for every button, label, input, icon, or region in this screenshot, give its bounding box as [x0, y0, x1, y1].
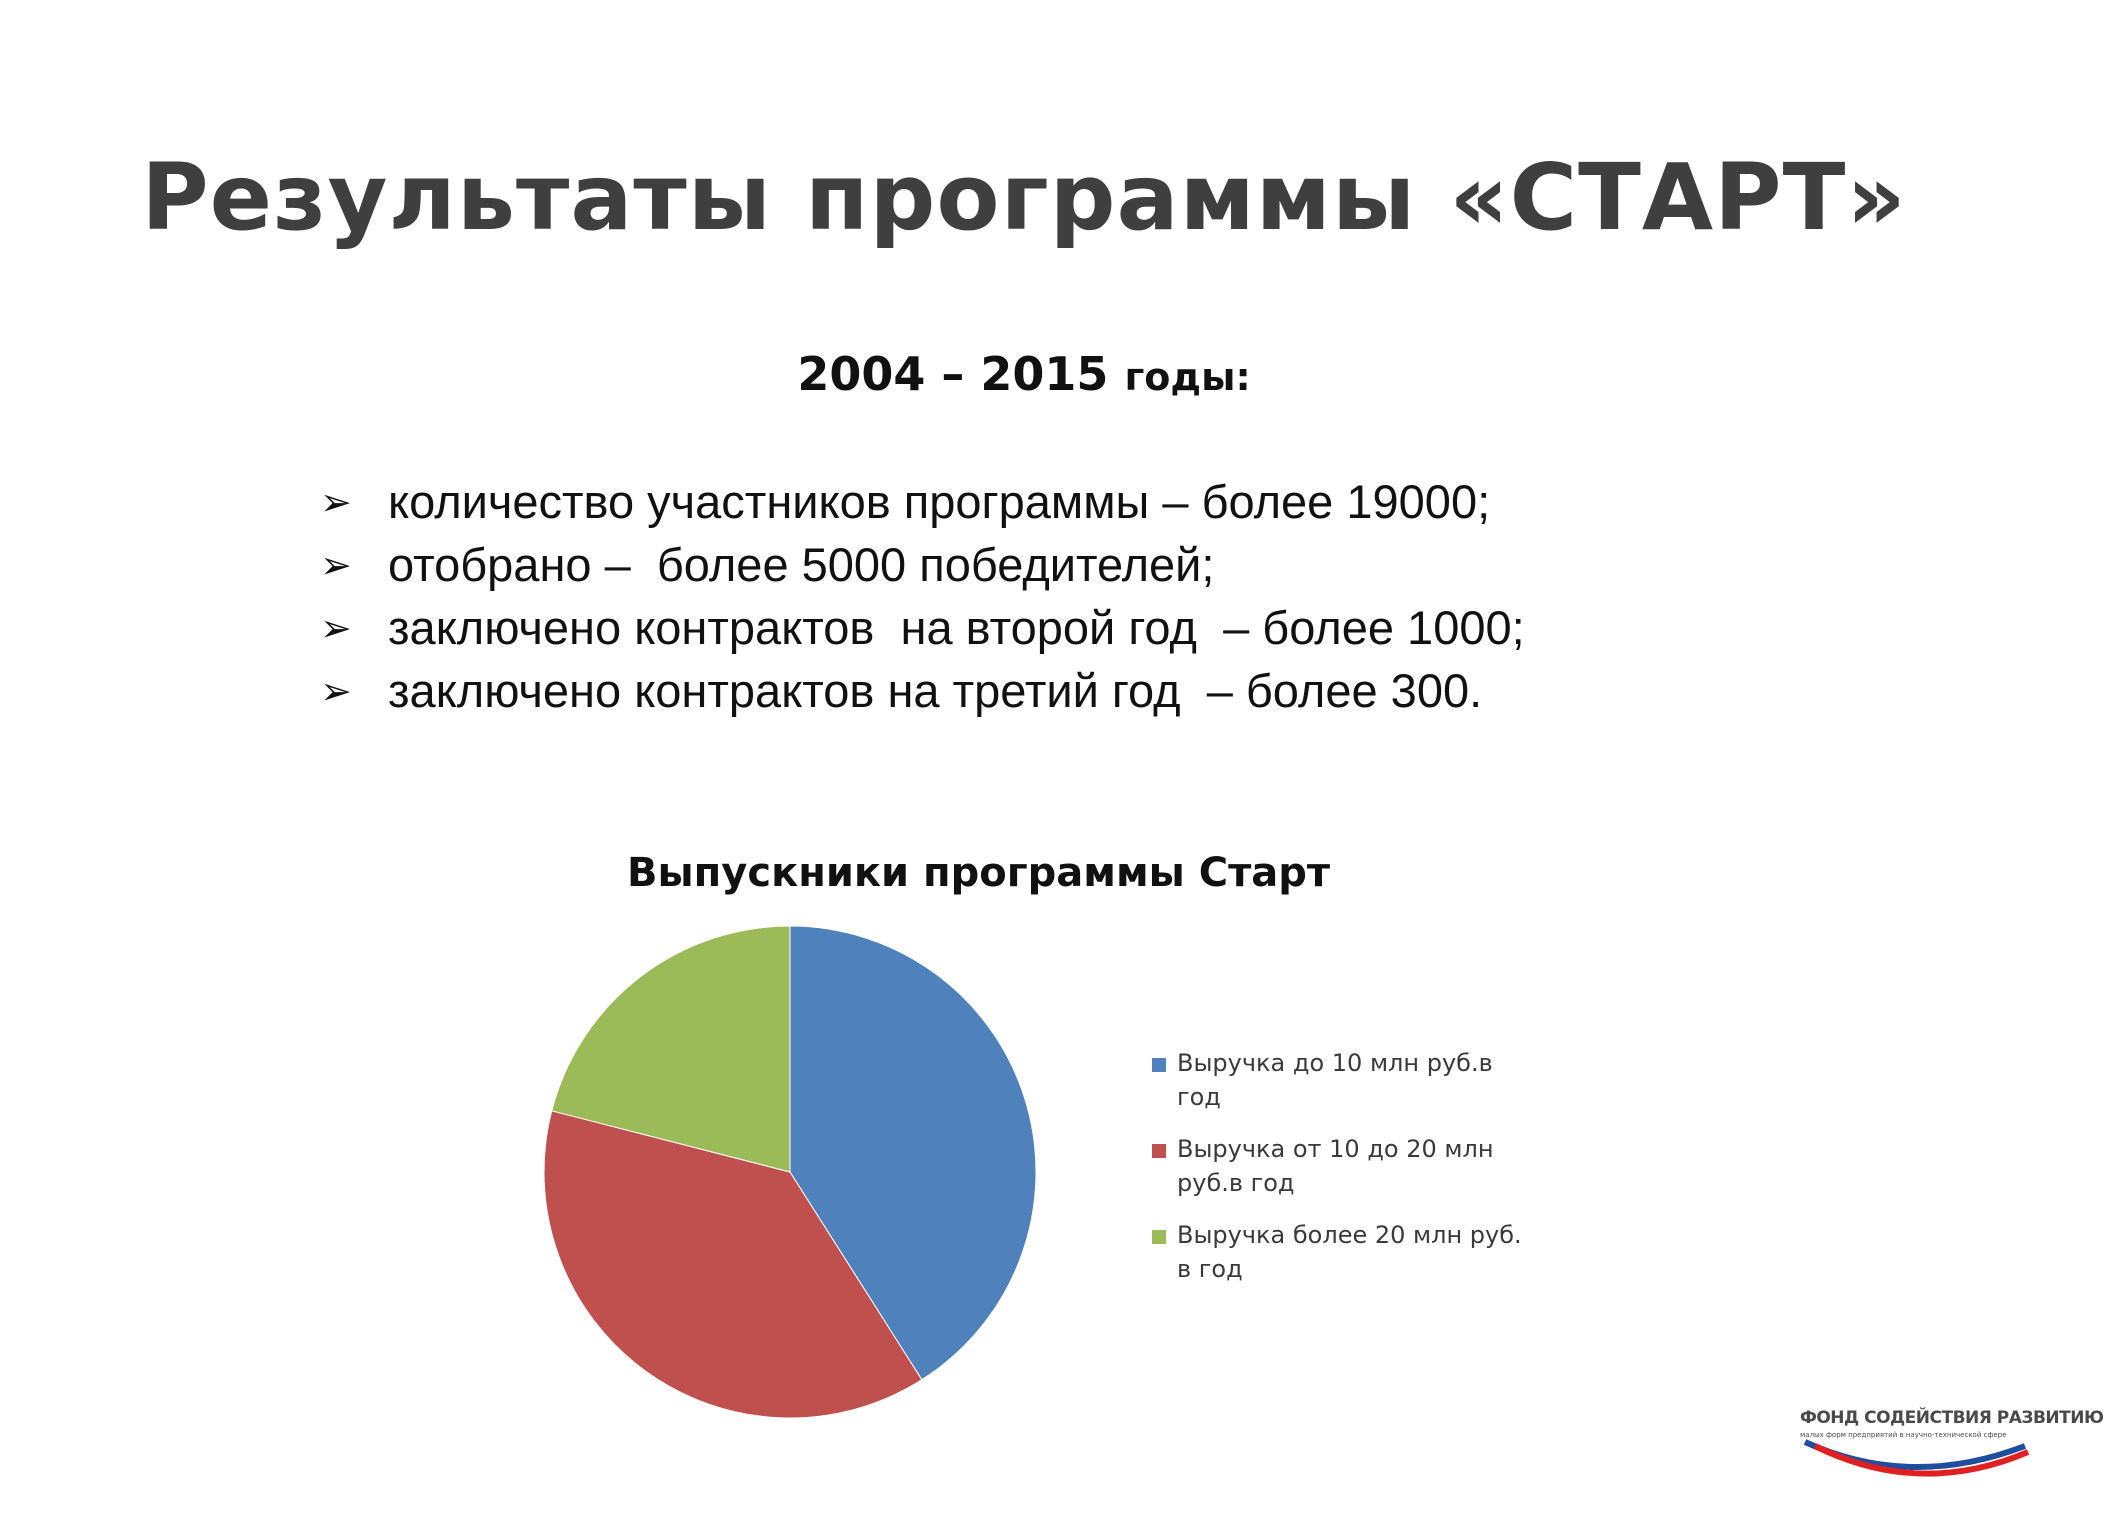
list-item-text: заключено контрактов на второй год – более 1000;: [388, 601, 1525, 654]
list-item-text: отобрано – более 5000 победителей;: [388, 538, 1215, 591]
period-label: годы:: [1124, 355, 1251, 399]
logo-name: ФОНД СОДЕЙСТВИЯ РАЗВИТИЮ: [1800, 1408, 2103, 1428]
list-item-text: заключено контрактов на третий год – более 300.: [388, 664, 1483, 717]
list-item: [320, 533, 1525, 596]
chart-legend: [1152, 1046, 1532, 1304]
legend-item: [1152, 1218, 1532, 1304]
list-item: [320, 470, 1525, 533]
legend-swatch: [1152, 1058, 1166, 1072]
chart-title: Выпускники программы Старт: [627, 850, 1331, 896]
period-heading: [0, 347, 2048, 401]
legend-item: [1152, 1046, 1532, 1132]
list-item: [320, 659, 1525, 722]
legend-label: Выручка более 20 млн руб. в год: [1177, 1221, 1522, 1283]
legend-item: [1152, 1132, 1532, 1218]
legend-swatch: [1152, 1230, 1166, 1244]
arrow-bullet-icon: ➢: [320, 479, 352, 524]
period-years: 2004 – 2015: [797, 347, 1125, 401]
logo-tagline: малых форм предприятий в научно-технической сфере: [1800, 1431, 2007, 1439]
arrow-bullet-icon: ➢: [320, 668, 352, 713]
list-item-text: количество участников программы – более 19000;: [388, 475, 1491, 528]
pie-chart: [530, 920, 1050, 1440]
results-list: [320, 470, 1525, 722]
legend-swatch: [1152, 1144, 1166, 1158]
list-item: [320, 596, 1525, 659]
arrow-bullet-icon: ➢: [320, 605, 352, 650]
arrow-bullet-icon: ➢: [320, 542, 352, 587]
foundation-logo: [1800, 1408, 2103, 1493]
slide-title: Результаты программы «СТАРТ»: [141, 143, 1907, 251]
logo-swoosh-icon: [1800, 1438, 2030, 1493]
legend-label: Выручка от 10 до 20 млн руб.в год: [1177, 1135, 1494, 1197]
legend-label: Выручка до 10 млн руб.в год: [1177, 1049, 1493, 1111]
